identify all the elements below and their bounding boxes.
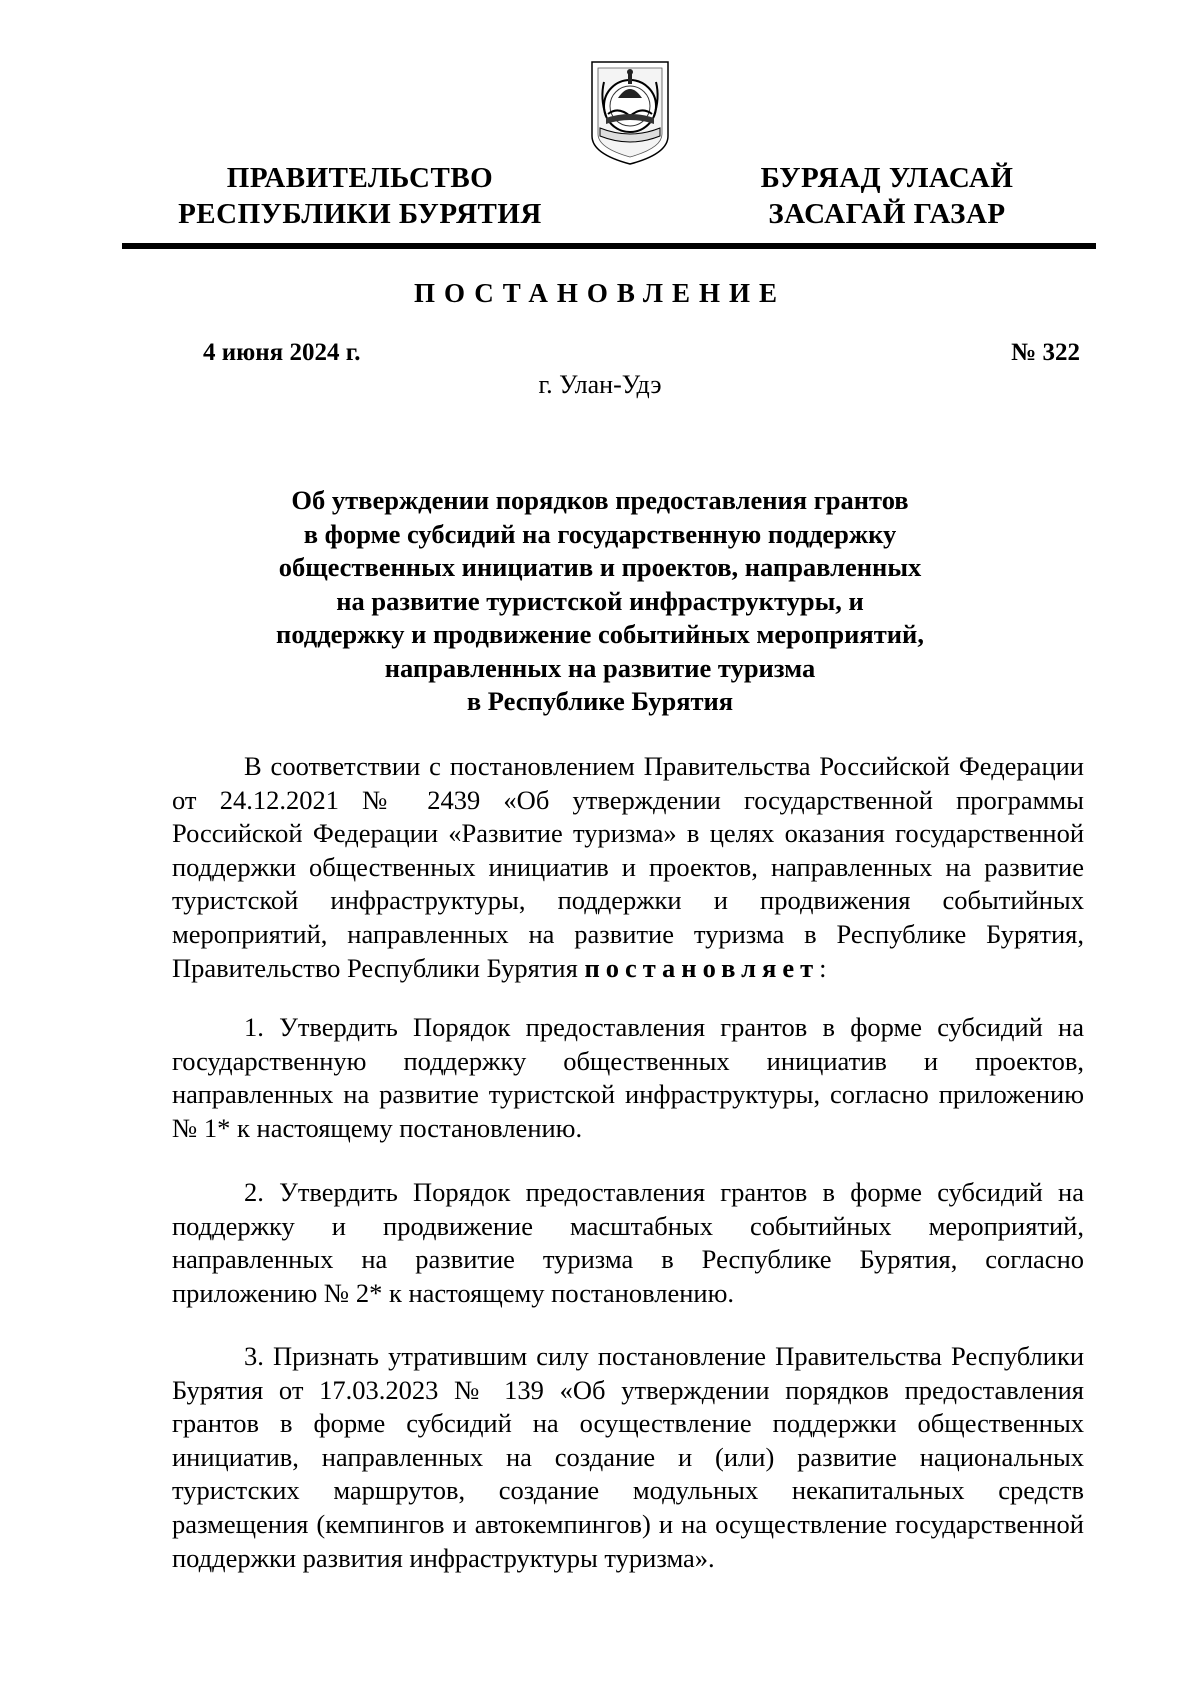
item-text: 1. Утвердить Порядок предоставления грантов в форме субсидий на государственную поддержку общественных инициатив и проектов, направленных на развитие туристской инфраструктуры, согласно приложению № 1* к настоящему постановлению. (172, 1012, 1084, 1143)
item-paragraph-1 (172, 1011, 1084, 1145)
item-text: 2. Утвердить Порядок предоставления грантов в форме субсидий на поддержку и продвижение масштабных событийных мероприятий, направленных на развитие туризма в Республике Бурятия, согласно приложению № 2* к настоящему постановлению. (172, 1177, 1084, 1308)
document-type: ПОСТАНОВЛЕНИЕ (413, 278, 787, 308)
header-left-line-2: РЕСПУБЛИКИ БУРЯТИЯ (178, 198, 542, 230)
header-divider (122, 243, 1096, 249)
document-title (170, 484, 1030, 719)
title-line: Об утверждении порядков предоставления грантов (291, 485, 909, 515)
preamble-tail: : (819, 952, 827, 983)
document-city: г. Улан-Удэ (538, 370, 662, 399)
title-line: в форме субсидий на государственную поддержку (303, 518, 897, 549)
title-line: общественных инициатив и проектов, направленных (278, 552, 922, 582)
document-date: 4 июня 2024 г. (203, 339, 361, 366)
header-org-russian (170, 160, 550, 232)
preamble-text: В соответствии с постановлением Правительства Российской Федерации от 24.12.2021 № 2439 «Об утверждении государственной программы Российской Федерации «Развитие туризма» в целях оказания государственной поддержки общественных инициатив и проектов, направленных на развитие туристской инфраструктуры, поддержки и продвижения событийных мероприятий, направленных на развитие туризма в Республике Бурятия, Правительство Республики Бурятия (172, 751, 1084, 983)
header-right-line-2: ЗАСАГАЙ ГАЗАР (768, 198, 1006, 230)
title-line: поддержку и продвижение событийных мероприятий, (276, 619, 924, 649)
title-line: в Республике Бурятия (466, 686, 734, 716)
preamble-paragraph (172, 750, 1084, 985)
item-paragraph-2 (172, 1176, 1084, 1310)
header-left-line-1: ПРАВИТЕЛЬСТВО (226, 162, 494, 194)
header-right-line-1: БУРЯАД УЛАСАЙ (760, 162, 1014, 194)
header-org-buryat (752, 160, 1022, 232)
title-line: на развитие туристской инфраструктуры, и (336, 585, 864, 616)
coat-of-arms-emblem (588, 58, 672, 168)
item-paragraph-3 (172, 1340, 1084, 1575)
document-number: № 322 (1011, 339, 1080, 366)
item-text: 3. Признать утратившим силу постановление Правительства Республики Бурятия от 17.03.2023 № 139 «Об утверждении порядков предоставления грантов в форме субсидий на осуществление поддержки общественных инициатив, направленных на создание и (или) развитие национальных туристских маршрутов, создание модульных некапитальных средств размещения (кемпингов и автокемпингов) и на осуществление государственной поддержки развития инфраструктуры туризма». (172, 1341, 1084, 1573)
title-line: направленных на развитие туризма (384, 652, 816, 683)
resolves-word: постановляет (584, 952, 820, 983)
